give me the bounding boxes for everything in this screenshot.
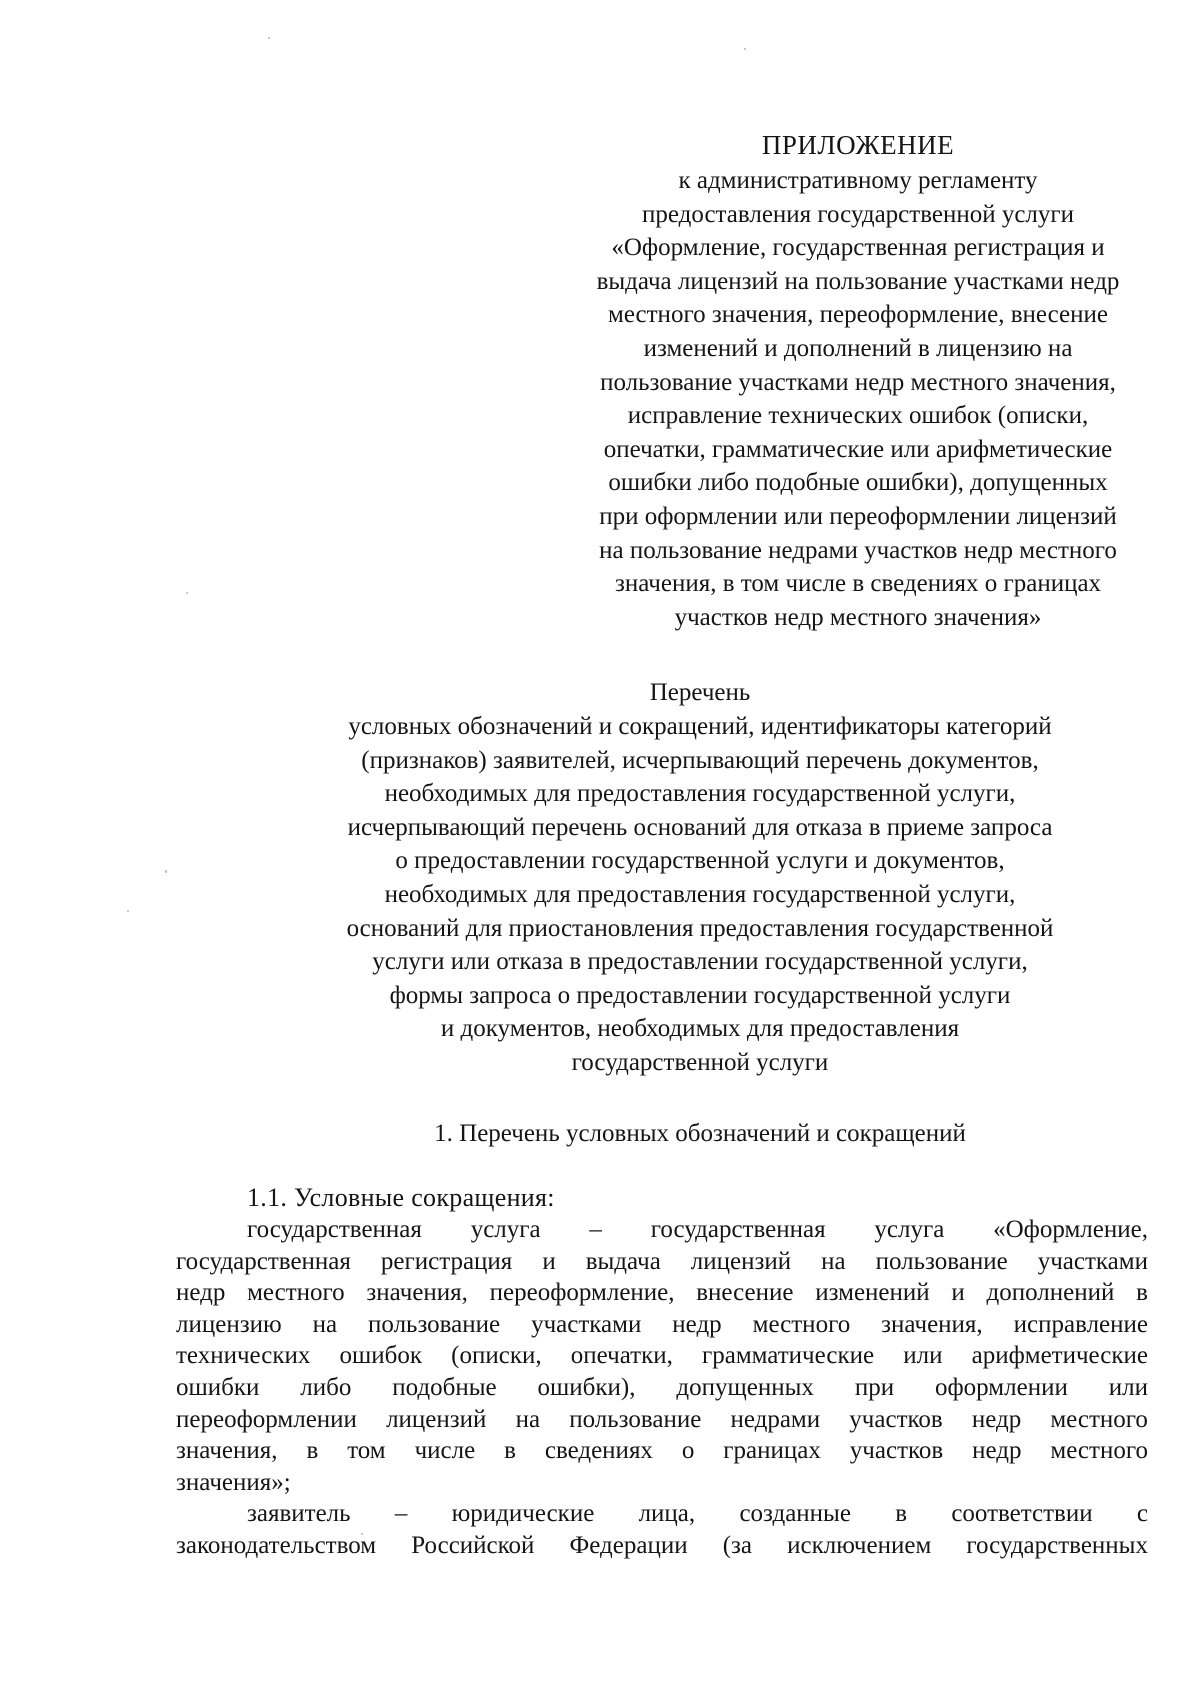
- body-word: исключением: [787, 1531, 932, 1559]
- body-word: недрами: [730, 1405, 821, 1433]
- body-word: услуга: [470, 1216, 541, 1243]
- body-word: законодательством: [176, 1531, 377, 1559]
- appendix-line: исправление технических ошибок (описки,: [627, 402, 1089, 430]
- body-word: регистрация: [380, 1247, 513, 1275]
- body-line: [176, 1498, 1148, 1530]
- appendix-line: опечатки, грамматические или арифметические: [603, 435, 1113, 463]
- body-word: на: [821, 1247, 846, 1275]
- body-word: арифметические: [971, 1342, 1148, 1370]
- body-word: либо: [300, 1373, 352, 1401]
- body-word: границах: [723, 1437, 821, 1465]
- body-word: (описки,: [451, 1342, 542, 1370]
- appendix-line: ошибки либо подобные ошибки), допущенных: [608, 469, 1108, 497]
- body-word: значения,: [366, 1279, 468, 1307]
- appendix-line: значения, в том числе в сведениях о границах: [614, 570, 1102, 598]
- body-word: недр: [971, 1405, 1022, 1433]
- body-word: заявитель: [247, 1500, 351, 1528]
- body-word: государственная: [650, 1216, 826, 1243]
- body-word: соответствии: [951, 1500, 1093, 1528]
- body-word: лица,: [638, 1500, 696, 1528]
- section-heading: 1. Перечень условных обозначений и сокращений: [434, 1120, 966, 1147]
- body-word: юридические: [451, 1500, 595, 1528]
- body-word: «Оформление,: [993, 1216, 1148, 1243]
- list-title: Перечень: [649, 679, 751, 706]
- appendix-header: [563, 128, 1153, 634]
- list-title-line: исчерпывающий перечень оснований для отказа в приеме запроса: [347, 813, 1053, 841]
- appendix-line: к административному регламенту: [678, 167, 1038, 194]
- body-word: местного: [752, 1310, 851, 1338]
- body-word: или: [1108, 1373, 1148, 1401]
- body-word: и: [951, 1279, 965, 1307]
- body-word: при: [854, 1373, 895, 1401]
- body-word: значения,: [176, 1437, 278, 1465]
- body-word: участками: [531, 1310, 642, 1338]
- body-word: выдача: [585, 1247, 661, 1275]
- body-word: государственная: [247, 1216, 422, 1243]
- body-word: участками: [1037, 1247, 1148, 1275]
- body-word: в: [1136, 1279, 1148, 1307]
- body-word: –: [394, 1500, 408, 1528]
- body-line: [176, 1214, 1148, 1246]
- body-word: недр: [672, 1310, 722, 1338]
- body-line: [176, 1277, 1148, 1309]
- body-word: и: [542, 1247, 556, 1275]
- list-title-line: государственной услуги: [571, 1048, 829, 1076]
- body-word: местного: [247, 1279, 345, 1307]
- section-body: [176, 1183, 1148, 1562]
- body-word: местного: [1050, 1437, 1148, 1465]
- list-title-line: оснований для приостановления предоставления государственной: [346, 914, 1054, 942]
- scan-speck: [127, 910, 129, 912]
- body-word: грамматические: [701, 1342, 875, 1370]
- body-word: местного: [1050, 1405, 1148, 1433]
- body-word: услуга: [874, 1216, 945, 1243]
- list-title-line: формы запроса о предоставлении государственной услуги: [389, 981, 1011, 1009]
- body-word: технических: [176, 1342, 311, 1370]
- list-title-line: (признаков) заявителей, исчерпывающий перечень документов,: [361, 746, 1039, 774]
- body-word: оформлении: [934, 1373, 1068, 1401]
- body-word: исправление: [1013, 1310, 1148, 1338]
- body-word: в: [306, 1437, 319, 1465]
- appendix-line: «Оформление, государственная регистрация и: [611, 234, 1105, 262]
- body-word: о: [681, 1437, 695, 1465]
- body-word: внесение: [696, 1279, 794, 1307]
- body-word: пользование: [875, 1247, 1008, 1275]
- body-word: подобные: [392, 1373, 497, 1401]
- body-word: участков: [849, 1437, 944, 1465]
- body-line: [176, 1340, 1148, 1372]
- body-word: ошибки),: [537, 1373, 636, 1401]
- body-word: на: [515, 1405, 541, 1433]
- list-title-line: о предоставлении государственной услуги и документов,: [395, 847, 1005, 875]
- body-word: с: [1136, 1500, 1148, 1528]
- appendix-line: участков недр местного значения»: [674, 603, 1042, 631]
- appendix-line: изменений и дополнений в лицензию на: [643, 334, 1073, 362]
- appendix-title: ПРИЛОЖЕНИЕ: [761, 130, 955, 160]
- body-line: [176, 1372, 1148, 1404]
- scan-speck: [165, 870, 167, 873]
- body-word: государственных: [966, 1531, 1148, 1559]
- scan-speck: [186, 592, 188, 594]
- body-word: участков: [849, 1405, 943, 1433]
- appendix-line: выдача лицензий на пользование участками недр: [596, 267, 1120, 295]
- body-word: том: [347, 1437, 386, 1465]
- scan-speck: [268, 37, 270, 39]
- body-word: (за: [722, 1531, 752, 1559]
- appendix-line: при оформлении или переоформлении лицензий: [599, 502, 1117, 530]
- body-word: переоформление,: [489, 1279, 675, 1307]
- body-word: недр: [176, 1279, 226, 1307]
- body-word: в: [895, 1500, 908, 1528]
- subsection-heading: 1.1. Условные сокращения:: [247, 1183, 555, 1212]
- body-word: сведениях: [544, 1437, 653, 1465]
- body-word: в: [504, 1437, 516, 1465]
- body-word: недр: [972, 1437, 1022, 1465]
- appendix-line: пользование участками недр местного значения,: [600, 368, 1116, 396]
- appendix-line: на пользование недрами участков недр местного: [599, 536, 1117, 564]
- appendix-line: местного значения, переоформление, внесение: [608, 301, 1108, 329]
- list-title-line: условных обозначений и сокращений, идентификаторы категорий: [348, 713, 1052, 740]
- body-word: числе: [414, 1437, 476, 1465]
- list-title-line: и документов, необходимых для предоставления: [440, 1015, 960, 1043]
- body-word: на: [312, 1310, 338, 1338]
- appendix-line: предоставления государственной услуги: [641, 200, 1075, 228]
- body-word: пользование: [569, 1405, 702, 1433]
- list-title-line: необходимых для предоставления государственной услуги,: [384, 780, 1016, 808]
- body-word: ошибок: [339, 1342, 423, 1370]
- body-word: дополнений: [986, 1279, 1115, 1307]
- body-line: [176, 1309, 1148, 1341]
- list-title-block: [250, 676, 1150, 1080]
- body-word: значения,: [881, 1310, 983, 1338]
- body-word: государственная: [176, 1247, 351, 1275]
- body-line: [176, 1435, 1148, 1467]
- body-word: допущенных: [676, 1373, 814, 1401]
- body-word: Российской: [411, 1531, 535, 1559]
- body-line: [176, 1246, 1148, 1278]
- body-word: созданные: [739, 1500, 851, 1528]
- body-word: переоформлении: [176, 1405, 357, 1433]
- body-word: пользование: [368, 1310, 501, 1338]
- body-line: [176, 1404, 1148, 1436]
- body-word: лицензий: [386, 1405, 487, 1433]
- scan-speck: [744, 48, 746, 50]
- body-word: лицензию: [176, 1310, 282, 1338]
- body-line: [176, 1530, 1148, 1562]
- body-word: лицензий: [690, 1247, 792, 1275]
- body-word: Федерации: [569, 1531, 688, 1559]
- body-word: –: [589, 1216, 602, 1243]
- body-word: изменений: [815, 1279, 930, 1307]
- body-word: или: [903, 1342, 943, 1370]
- body-line: значения»;: [176, 1468, 291, 1496]
- list-title-line: необходимых для предоставления государственной услуги,: [384, 880, 1016, 908]
- body-word: опечатки,: [570, 1342, 673, 1370]
- body-word: ошибки: [176, 1373, 260, 1401]
- list-title-line: услуги или отказа в предоставлении государственной услуги,: [372, 948, 1028, 976]
